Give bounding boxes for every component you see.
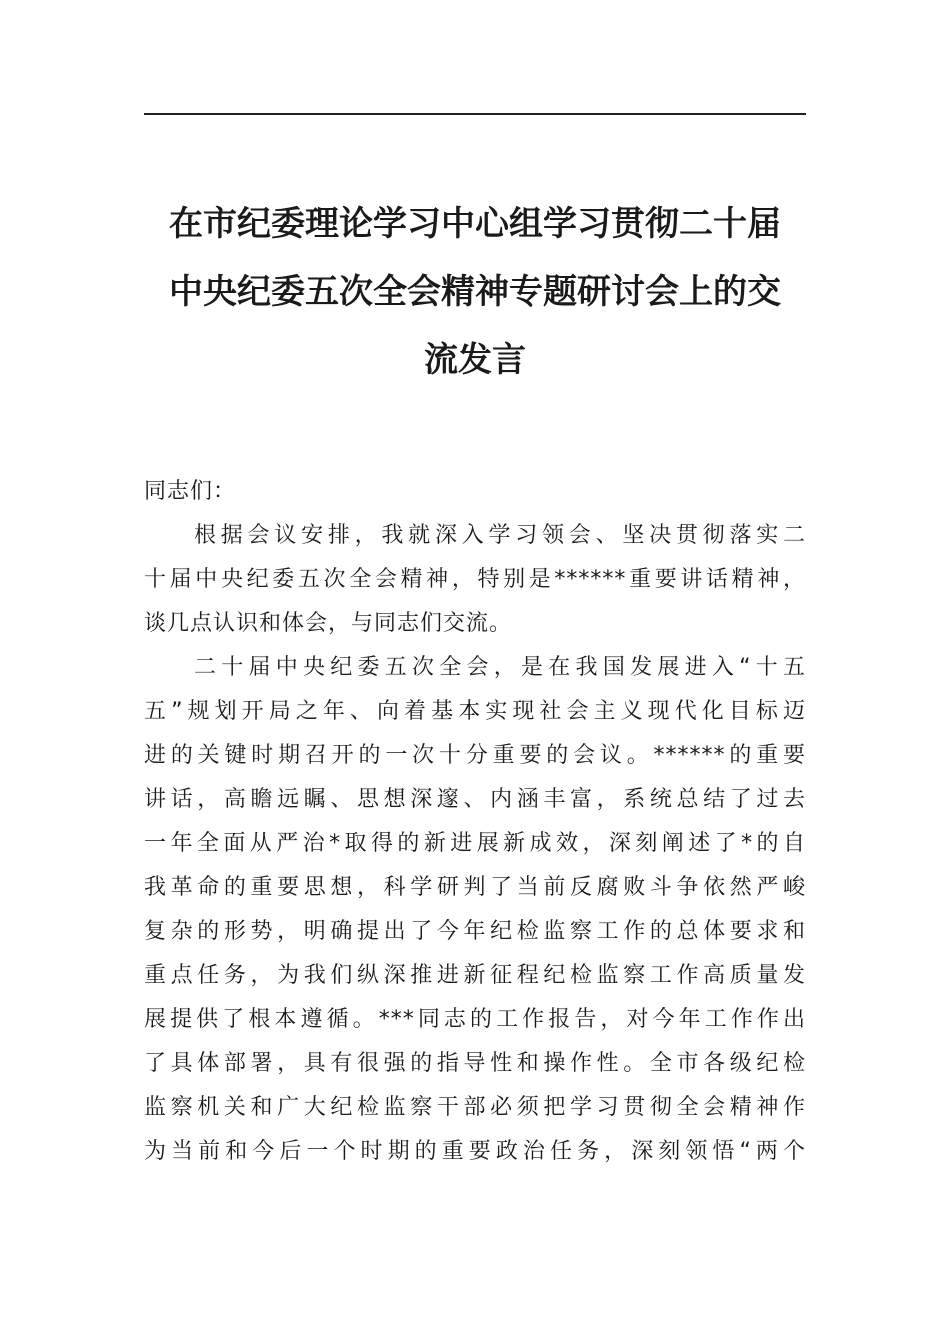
text-line: 进的关键时期召开的一次十分重要的会议。******的重要 [144,743,806,768]
text-line: 五”规划开局之年、向着基本实现社会主义现代化目标迈 [144,699,806,724]
text-line: 讲话，高瞻远瞩、思想深邃、内涵丰富，系统总结了过去 [144,787,806,812]
document-body [144,470,806,1174]
text-line: 监察机关和广大纪检监察干部必须把学习贯彻全会精神作 [144,1095,806,1120]
text-line: 展提供了根本遵循。***同志的工作报告，对今年工作作出 [144,1007,806,1032]
title-line: 在市纪委理论学习中心组学习贯彻二十届 [169,204,781,244]
salutation: 同志们： [144,479,237,504]
text-line: 复杂的形势，明确提出了今年纪检监察工作的总体要求和 [144,919,806,944]
header-rule [144,113,806,115]
text-line: 了具体部署，具有很强的指导性和操作性。全市各级纪检 [144,1051,806,1076]
text-line: 根据会议安排，我就深入学习领会、坚决贯彻落实二 [194,523,806,548]
title-line: 流发言 [424,340,526,380]
text-line: 重点任务，为我们纵深推进新征程纪检监察工作高质量发 [144,963,806,988]
text-line: 一年全面从严治*取得的新进展新成效，深刻阐述了*的自 [144,831,806,856]
text-line: 为当前和今后一个时期的重要政治任务，深刻领悟“两个 [144,1139,806,1164]
paragraph-2 [144,646,806,1174]
document-title [144,190,806,394]
text-line: 二十届中央纪委五次全会，是在我国发展进入“十五 [194,655,806,680]
text-line: 我革命的重要思想，科学研判了当前反腐败斗争依然严峻 [144,875,806,900]
text-line: 谈几点认识和体会，与同志们交流。 [144,611,513,636]
title-line: 中央纪委五次全会精神专题研讨会上的交 [169,272,781,312]
paragraph-1 [144,514,806,646]
text-line: 十届中央纪委五次全会精神，特别是******重要讲话精神， [144,567,806,592]
